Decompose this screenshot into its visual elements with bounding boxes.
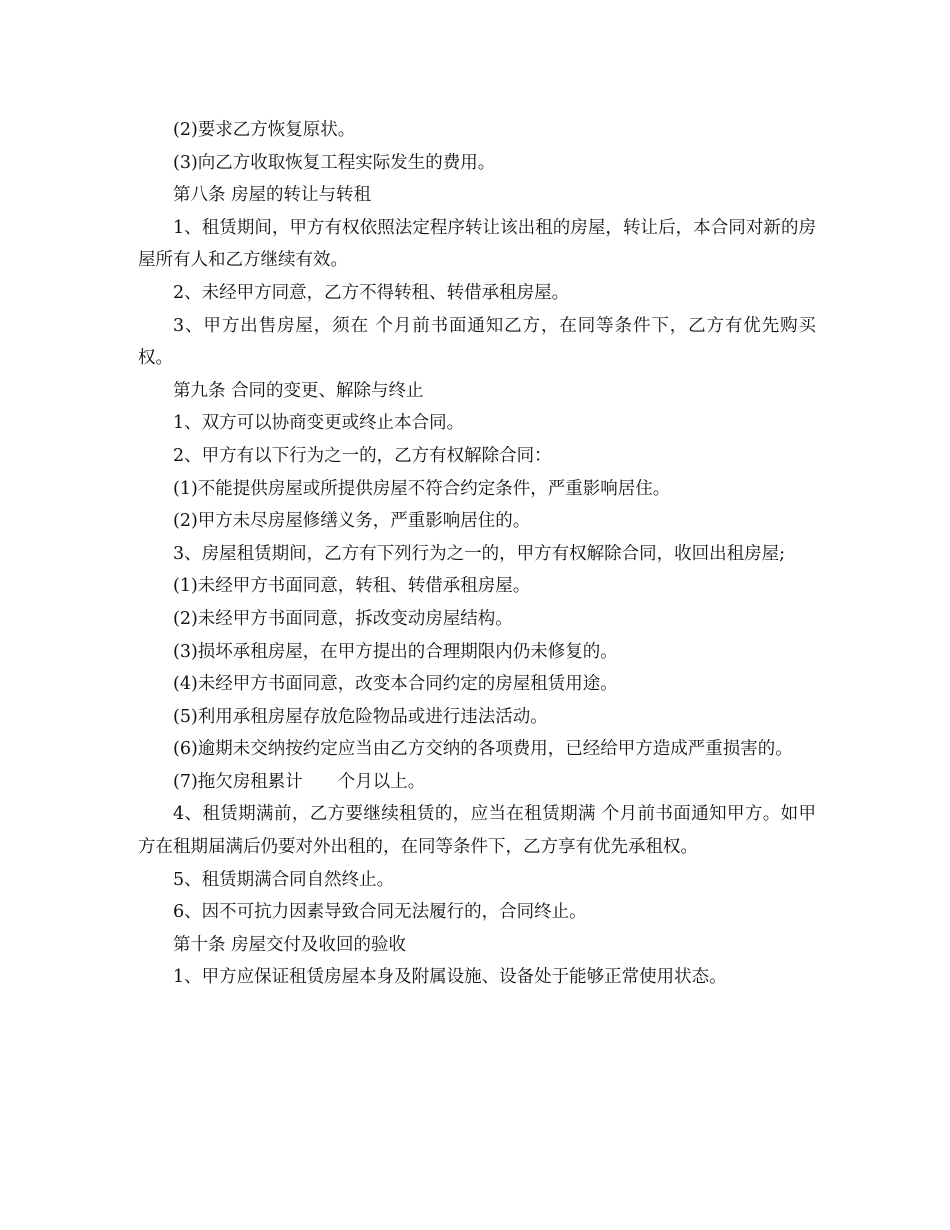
paragraph: (2)未经甲方书面同意，拆改变动房屋结构。	[173, 608, 513, 629]
paragraph: (7)拖欠房租累计 个月以上。	[173, 771, 426, 792]
paragraph: 1、租赁期间，甲方有权依照法定程序转让该出租的房屋，转让后，本合同对新的房屋所有人和乙方继续有效。	[138, 217, 816, 271]
section-heading: 第八条 房屋的转让与转租	[173, 185, 372, 206]
section-heading: 第十条 房屋交付及收回的验收	[173, 934, 407, 955]
paragraph: 2、甲方有以下行为之一的，乙方有权解除合同：	[173, 445, 552, 466]
paragraph: (5)利用承租房屋存放危险物品或进行违法活动。	[173, 706, 548, 727]
paragraph: (1)未经甲方书面同意，转租、转借承租房屋。	[173, 576, 531, 597]
paragraph: (2)要求乙方恢复原状。	[173, 120, 356, 140]
paragraph: (2)甲方未尽房屋修缮义务，严重影响居住的。	[173, 511, 531, 532]
paragraph: (3)损坏承租房屋，在甲方提出的合理期限内仍未修复的。	[173, 641, 618, 662]
paragraph: 1、双方可以协商变更或终止本合同。	[173, 413, 465, 434]
document-body	[138, 114, 816, 994]
paragraph: (4)未经甲方书面同意，改变本合同约定的房屋租赁用途。	[173, 674, 618, 695]
paragraph: 3、房屋租赁期间，乙方有下列行为之一的，甲方有权解除合同，收回出租房屋;	[173, 543, 786, 564]
paragraph: 3、甲方出售房屋，须在 个月前书面通知乙方，在同等条件下，乙方有优先购买权。	[138, 315, 816, 369]
paragraph: (3)向乙方收取恢复工程实际发生的费用。	[173, 152, 496, 173]
paragraph: 6、因不可抗力因素导致合同无法履行的，合同终止。	[173, 902, 587, 923]
paragraph: 2、未经甲方同意，乙方不得转租、转借承租房屋。	[173, 282, 570, 303]
paragraph: 1、甲方应保证租赁房屋本身及附属设施、设备处于能够正常使用状态。	[173, 967, 727, 988]
paragraph: 4、租赁期满前，乙方要继续租赁的，应当在租赁期满 个月前书面通知甲方。如甲方在租期届满后仍要对外出租的，在同等条件下，乙方享有优先承租权。	[138, 804, 816, 858]
paragraph: (1)不能提供房屋或所提供房屋不符合约定条件，严重影响居住。	[173, 478, 671, 499]
paragraph: 5、租赁期满合同自然终止。	[173, 869, 395, 890]
section-heading: 第九条 合同的变更、解除与终止	[173, 380, 424, 401]
paragraph: (6)逾期未交纳按约定应当由乙方交纳的各项费用，已经给甲方造成严重损害的。	[173, 739, 793, 760]
